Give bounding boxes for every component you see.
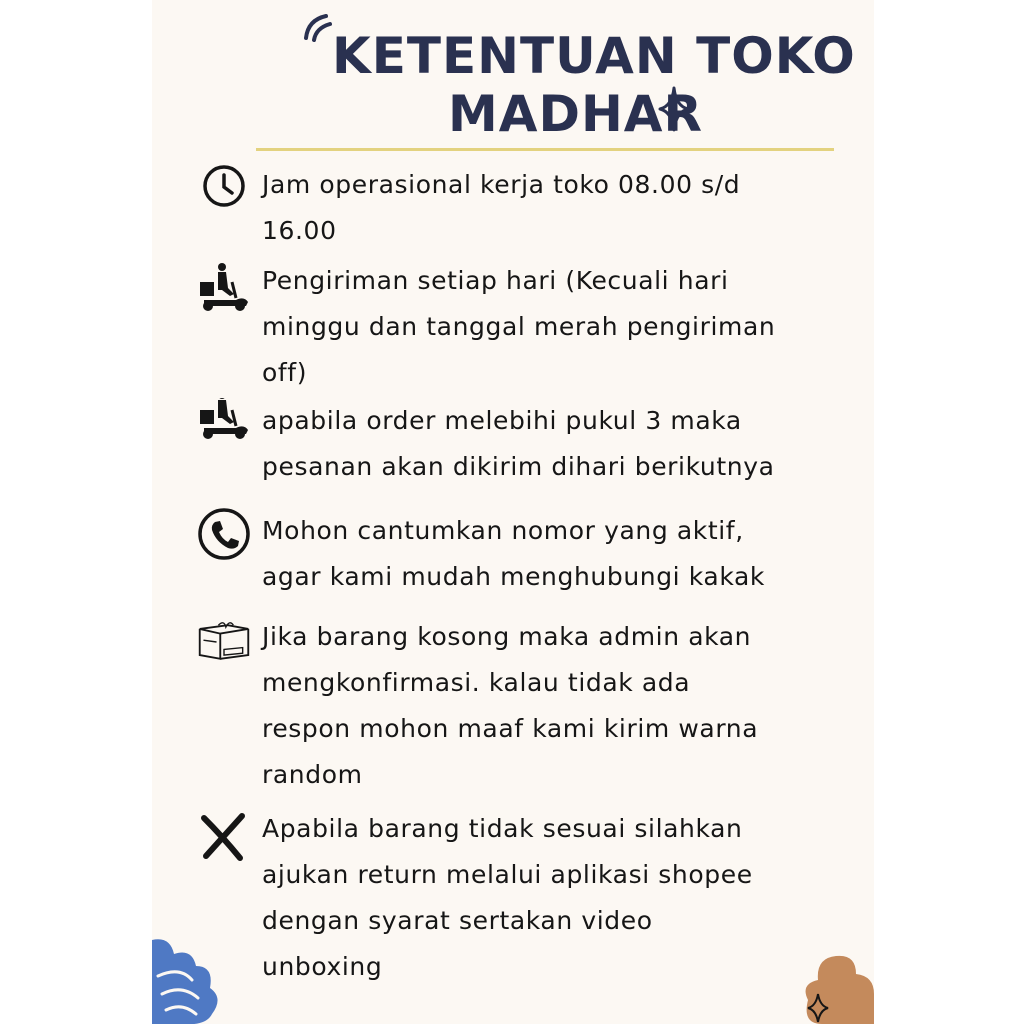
rule-text: Mohon cantumkan nomor yang aktif, agar kami mudah menghubungi kakak (262, 516, 765, 591)
rule-text: Apabila barang tidak sesuai silahkan ajukan return melalui aplikasi shopee dengan syarat sertakan video unboxing (262, 814, 753, 981)
x-mark-icon (196, 806, 252, 862)
poster-title-line1: KETENTUAN TOKO (332, 27, 856, 85)
poster-title-line2: MADHAR (448, 85, 703, 143)
rule-text: Pengiriman setiap hari (Kecuali hari minggu dan tanggal merah pengiriman off) (262, 266, 776, 387)
rule-text: Jika barang kosong maka admin akan mengkonfirmasi. kalau tidak ada respon mohon maaf kami kirim warna random (262, 622, 759, 789)
rule-text: apabila order melebihi pukul 3 maka pesanan akan dikirim dihari berikutnya (262, 406, 775, 481)
delivery-scooter-icon (196, 258, 252, 314)
store-rules-poster (152, 0, 874, 1024)
brown-blob-decoration (802, 950, 874, 1024)
package-box-icon (196, 614, 252, 670)
delivery-scooter-icon (196, 398, 252, 454)
rule-text: Jam operasional kerja toko 08.00 s/d 16.00 (262, 170, 741, 245)
clock-icon (196, 162, 252, 218)
sparkle-icon (656, 84, 692, 134)
blue-blob-decoration (152, 936, 222, 1024)
title-divider (256, 148, 834, 151)
phone-icon (196, 508, 252, 564)
swoosh-decoration-icon (300, 8, 336, 44)
